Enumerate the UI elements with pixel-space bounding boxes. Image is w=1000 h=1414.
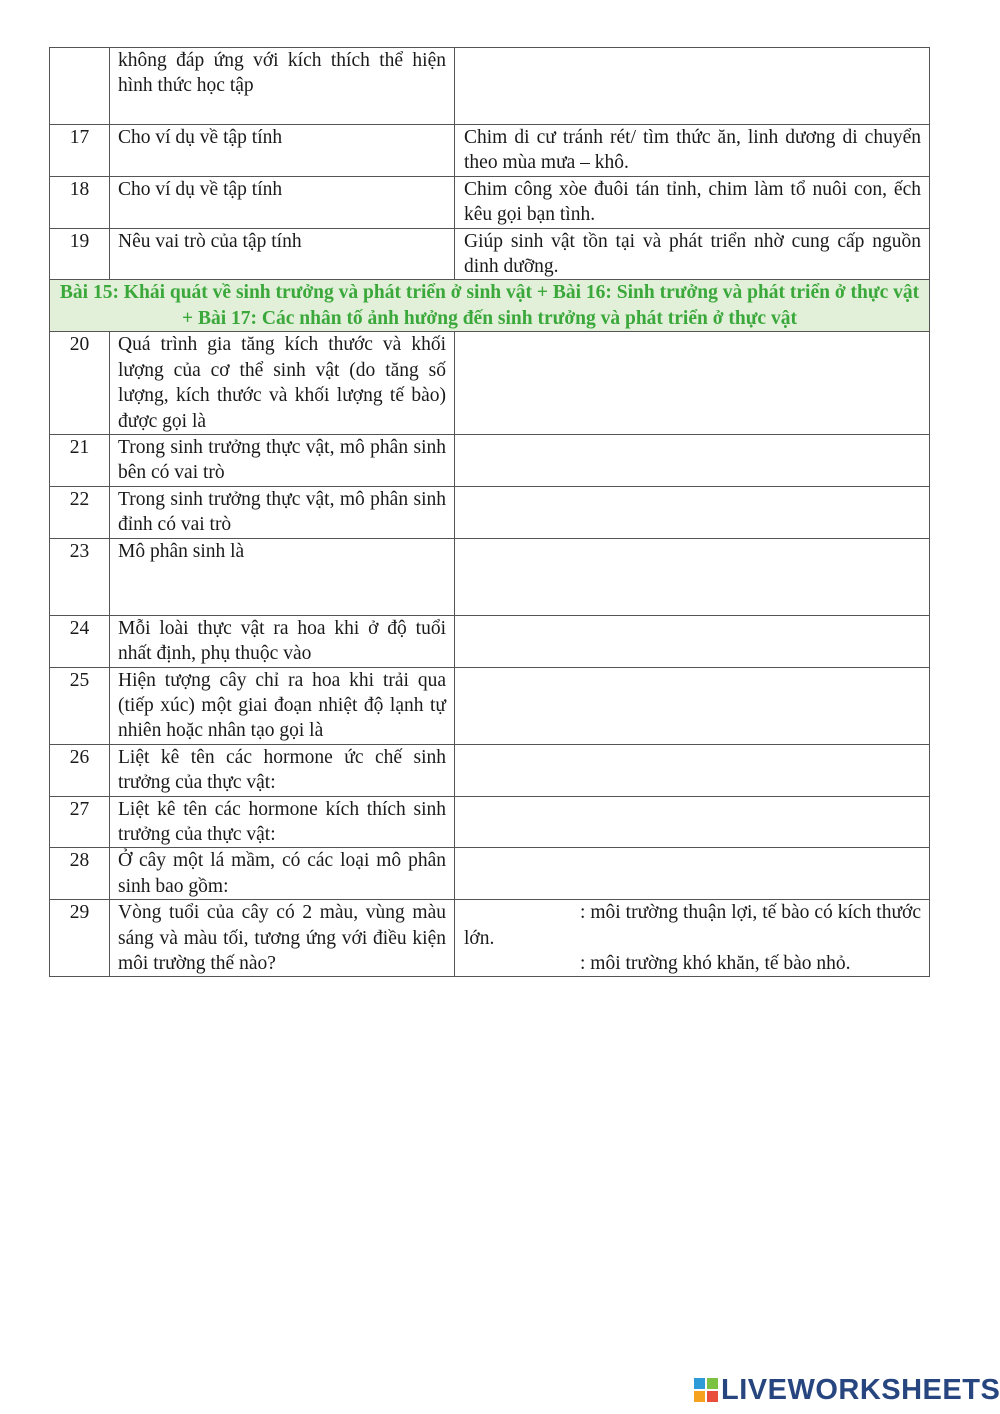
table-row xyxy=(50,796,930,848)
answer-cell: Chim di cư tránh rét/ tìm thức ăn, linh dương di chuyển theo mùa mưa – khô. xyxy=(455,125,930,177)
answer-cell[interactable] xyxy=(455,435,930,487)
row-number: 29 xyxy=(50,900,110,977)
question-cell: không đáp ứng với kích thích thể hiện hình thức học tập xyxy=(110,48,455,125)
table-row xyxy=(50,848,930,900)
question-cell: Ở cây một lá mầm, có các loại mô phân sinh bao gồm: xyxy=(110,848,455,900)
section-title: Bài 15: Khái quát về sinh trưởng và phát triển ở sinh vật + Bài 16: Sinh trưởng và phát triển ở thực vật + Bài 17: Các nhân tố ảnh hưởng đến sinh trưởng và phát triển ở thực vật xyxy=(50,280,930,332)
table-row xyxy=(50,228,930,280)
table-row xyxy=(50,176,930,228)
question-cell: Cho ví dụ về tập tính xyxy=(110,125,455,177)
worksheet-table xyxy=(49,47,930,977)
table-row xyxy=(50,486,930,538)
table-row xyxy=(50,125,930,177)
table-row xyxy=(50,538,930,615)
answer-cell: Giúp sinh vật tồn tại và phát triển nhờ cung cấp nguồn dinh dưỡng. xyxy=(455,228,930,280)
section-header-row xyxy=(50,280,930,332)
answer-line-light: : môi trường thuận lợi, tế bào có kích thước lớn. xyxy=(464,902,921,949)
table-row xyxy=(50,667,930,744)
answer-cell[interactable] xyxy=(455,538,930,615)
answer-cell: Chim công xòe đuôi tán tỉnh, chim làm tổ nuôi con, ếch kêu gọi bạn tình. xyxy=(455,176,930,228)
row-number: 18 xyxy=(50,176,110,228)
row-number: 22 xyxy=(50,486,110,538)
answer-cell[interactable] xyxy=(455,744,930,796)
question-cell: Trong sinh trưởng thực vật, mô phân sinh bên có vai trò xyxy=(110,435,455,487)
question-cell: Liệt kê tên các hormone ức chế sinh trưởng của thực vật: xyxy=(110,744,455,796)
answer-cell xyxy=(455,900,930,977)
liveworksheets-logo xyxy=(693,1374,1000,1406)
table-row xyxy=(50,615,930,667)
row-number: 17 xyxy=(50,125,110,177)
table-row xyxy=(50,332,930,435)
answer-cell[interactable] xyxy=(455,486,930,538)
row-number xyxy=(50,48,110,125)
row-number: 21 xyxy=(50,435,110,487)
liveworksheets-cube-icon xyxy=(693,1377,719,1403)
question-cell: Mỗi loài thực vật ra hoa khi ở độ tuổi nhất định, phụ thuộc vào xyxy=(110,615,455,667)
row-number: 23 xyxy=(50,538,110,615)
table-row xyxy=(50,900,930,977)
answer-cell[interactable] xyxy=(455,332,930,435)
row-number: 19 xyxy=(50,228,110,280)
answer-line-dark: : môi trường khó khăn, tế bào nhỏ. xyxy=(580,952,851,974)
logo-text: LIVEWORKSHEETS xyxy=(721,1373,1000,1406)
row-number: 26 xyxy=(50,744,110,796)
table-row xyxy=(50,435,930,487)
table-row xyxy=(50,744,930,796)
row-number: 20 xyxy=(50,332,110,435)
answer-cell[interactable] xyxy=(455,667,930,744)
answer-cell[interactable] xyxy=(455,615,930,667)
question-cell: Quá trình gia tăng kích thước và khối lượng của cơ thể sinh vật (do tăng số lượng, kích thước và khối lượng tế bào) được gọi là xyxy=(110,332,455,435)
answer-cell[interactable] xyxy=(455,796,930,848)
question-cell: Nêu vai trò của tập tính xyxy=(110,228,455,280)
row-number: 28 xyxy=(50,848,110,900)
table-row xyxy=(50,48,930,125)
row-number: 25 xyxy=(50,667,110,744)
row-number: 24 xyxy=(50,615,110,667)
question-cell: Trong sinh trưởng thực vật, mô phân sinh đỉnh có vai trò xyxy=(110,486,455,538)
question-cell: Hiện tượng cây chỉ ra hoa khi trải qua (tiếp xúc) một giai đoạn nhiệt độ lạnh tự nhiên hoặc nhân tạo gọi là xyxy=(110,667,455,744)
row-number: 27 xyxy=(50,796,110,848)
question-cell: Cho ví dụ về tập tính xyxy=(110,176,455,228)
answer-cell[interactable] xyxy=(455,848,930,900)
question-cell: Liệt kê tên các hormone kích thích sinh trưởng của thực vật: xyxy=(110,796,455,848)
answer-cell[interactable] xyxy=(455,48,930,125)
question-cell: Vòng tuổi của cây có 2 màu, vùng màu sáng và màu tối, tương ứng với điều kiện môi trường thế nào? xyxy=(110,900,455,977)
question-cell: Mô phân sinh là xyxy=(110,538,455,615)
